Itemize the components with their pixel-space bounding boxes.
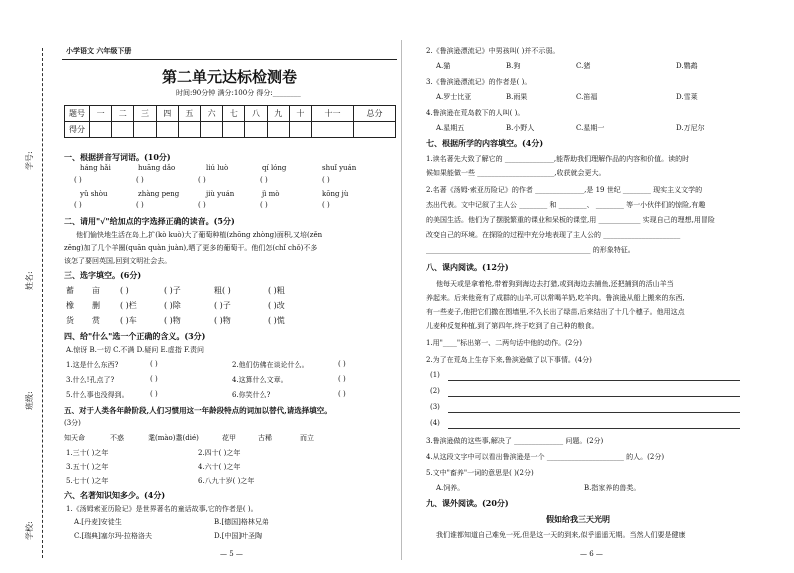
answer-line[interactable] bbox=[448, 428, 740, 429]
answer-paren[interactable]: ( ) bbox=[198, 201, 206, 209]
pinyin: qí lóng bbox=[262, 164, 287, 172]
s6-option[interactable]: C.[瑞典]塞尔玛·拉格洛夫 bbox=[74, 532, 153, 540]
q4-option[interactable]: A.星期五 bbox=[436, 124, 465, 132]
page-divider bbox=[401, 40, 402, 560]
s3-row bbox=[66, 300, 318, 311]
answer-paren[interactable]: ( ) bbox=[74, 176, 82, 184]
score-table bbox=[64, 105, 396, 138]
s7-line: 的美国生活。他们为了摆脱繁重的课业和呆板的课堂,用 ____________ 实现自己的理想,用冒险 bbox=[426, 216, 715, 224]
pinyin: yǔ shòu bbox=[80, 190, 108, 198]
q2-option[interactable]: A.猫 bbox=[436, 62, 451, 70]
s3-blank[interactable]: ( )子 bbox=[214, 301, 231, 310]
pinyin: jì mò bbox=[262, 190, 280, 198]
s7-line: 1.读名著先大致了解它的 ______________,能帮助我们理解作品的内容和价值。读的时 bbox=[426, 155, 690, 163]
s3-blank[interactable]: ( )栏 bbox=[120, 301, 137, 310]
s8-list-label: (4) bbox=[430, 419, 440, 427]
q3-option[interactable]: A.罗士比亚 bbox=[436, 93, 472, 101]
s7-line: 2.名著《汤姆·索亚历险记》的作者 ______________,是 19 世纪 ________ 现实主义文学的 bbox=[426, 186, 703, 194]
score-cell[interactable] bbox=[245, 122, 267, 138]
s8-question: 5.文中"畜养"一词的意思是( )(2分) bbox=[426, 469, 534, 477]
s7-title: 七、根据所学的内容填空。(4分) bbox=[426, 138, 544, 148]
score-head-cell: 二 bbox=[112, 106, 134, 122]
score-cell[interactable] bbox=[134, 122, 156, 138]
score-head-cell: 三 bbox=[134, 106, 156, 122]
score-head-cell: 十一 bbox=[312, 106, 354, 122]
s6-question: 1.《汤姆索亚历险记》是世界著名的童话故事,它的作者是( )。 bbox=[66, 505, 258, 513]
s4-item: 2.他们仿佛在谈论什么。 bbox=[232, 361, 309, 369]
s3-blank[interactable]: ( )粗 bbox=[268, 286, 285, 295]
s5-word: 耄(mào)耋(dié) bbox=[148, 434, 199, 442]
pinyin: zhàng peng bbox=[138, 190, 180, 198]
s4-item: 3.什么!孔点了? bbox=[66, 376, 115, 384]
s2-line: zēng)加了几个羊圈(quān quàn juàn),晒了更多的葡萄干。他们怎(chǐ chǒ)不多 bbox=[64, 244, 318, 252]
s8-passage: 有一些麦子,他把它们撒在围墙里,不久长出了绿苗,后来结出了十几个穗子。他用这点 bbox=[426, 308, 685, 316]
s7-line: 候如果能做一些 ______________________,收获就会更大。 bbox=[426, 169, 606, 177]
score-head-cell: 九 bbox=[267, 106, 289, 122]
answer-paren[interactable]: ( ) bbox=[322, 176, 330, 184]
score-cell[interactable] bbox=[178, 122, 200, 138]
s3-blank[interactable]: ( )子 bbox=[164, 286, 181, 295]
s3-blank[interactable]: ( )车 bbox=[120, 316, 137, 325]
score-label-cell: 得分 bbox=[65, 122, 90, 138]
s8-title: 八、课内阅读。(12分) bbox=[426, 262, 509, 272]
s3-blank[interactable]: ( )除 bbox=[164, 301, 181, 310]
exam-title: 第二单元达标检测卷 bbox=[162, 68, 298, 86]
s1-title: 一、根据拼音写词语。(10分) bbox=[64, 152, 171, 162]
s5-points: (3分) bbox=[64, 419, 81, 427]
header-rule-left bbox=[62, 59, 397, 60]
s3-blank[interactable]: ( ) bbox=[120, 286, 129, 295]
score-head-cell: 题号 bbox=[65, 106, 90, 122]
s3-blank[interactable]: ( )物 bbox=[164, 316, 181, 325]
s8-list-label: (2) bbox=[430, 387, 440, 395]
side-xingming: 姓名: bbox=[25, 271, 34, 290]
score-head-cell: 十 bbox=[289, 106, 311, 122]
s4-item: 4.这算什么文章。 bbox=[232, 376, 288, 384]
score-cell[interactable] bbox=[223, 122, 245, 138]
s8-passage: 他每天或是拿着枪,带着狗到海边去打猎,或到海边去捕鱼,还把捕到的活山羊当 bbox=[436, 280, 674, 288]
s4-answer[interactable]: ( ) bbox=[338, 360, 346, 368]
score-head-cell: 六 bbox=[201, 106, 223, 122]
s3-char: 蓄 bbox=[66, 286, 74, 295]
s4-answer[interactable]: ( ) bbox=[338, 390, 346, 398]
pinyin: háng hǎi bbox=[80, 164, 111, 172]
q2-option[interactable]: C.猪 bbox=[576, 62, 591, 70]
score-cell[interactable] bbox=[267, 122, 289, 138]
score-cell[interactable] bbox=[112, 122, 134, 138]
s9-passage: 我们谁都知道自己难免一死,但是这一天的到来,似乎遥遥无期。当然人们要是健康 bbox=[436, 531, 686, 539]
score-head-cell: 七 bbox=[223, 106, 245, 122]
s8-list-label: (3) bbox=[430, 403, 440, 411]
s4-answer[interactable]: ( ) bbox=[150, 375, 158, 383]
pinyin: huāng dǎo bbox=[138, 164, 176, 172]
q4: 4.鲁滨逊在荒岛救下的人叫( )。 bbox=[426, 109, 525, 117]
side-class: 班级: bbox=[25, 391, 34, 410]
s5-title: 五、对于人类各年龄阶段,人们习惯用这一年龄段特点的词加以替代,请选择填空。 bbox=[64, 406, 332, 415]
pinyin: kōng jù bbox=[322, 190, 349, 198]
score-cell[interactable] bbox=[312, 122, 354, 138]
answer-line[interactable] bbox=[448, 412, 740, 413]
answer-paren[interactable]: ( ) bbox=[74, 201, 82, 209]
s3-row bbox=[66, 285, 318, 296]
q3-option[interactable]: C.笛福 bbox=[576, 93, 598, 101]
s8-q5-option[interactable]: B.指家养的兽类。 bbox=[584, 484, 641, 492]
score-head-cell: 八 bbox=[245, 106, 267, 122]
pinyin: shuǐ yuán bbox=[322, 164, 357, 172]
page-number-right: — 6 — bbox=[580, 550, 603, 558]
article-title: 假如给我三天光明 bbox=[546, 514, 610, 524]
s5-word: 古稀 bbox=[258, 434, 272, 442]
score-cell[interactable] bbox=[90, 122, 112, 138]
s3-char: 亩 bbox=[92, 286, 100, 295]
s3-char: 橡 bbox=[66, 301, 74, 310]
q2: 2.《鲁滨逊漂流记》中男孩叫( )并不示弱。 bbox=[426, 47, 560, 55]
s8-passage: 儿麦种反复种植,到了第四年,终于吃到了自己种的粮食。 bbox=[426, 322, 599, 330]
s3-blank[interactable]: ( )改 bbox=[268, 301, 285, 310]
s2-title: 二、请用"√"给加点的字选择正确的读音。(5分) bbox=[64, 216, 235, 226]
s8-list-label: (1) bbox=[430, 371, 440, 379]
s4-answer[interactable]: ( ) bbox=[150, 390, 158, 398]
score-row-header bbox=[65, 106, 396, 122]
s4-options: A.惊讶 B.一切 C.不满 D.疑问 E.虚指 F.责问 bbox=[66, 346, 205, 354]
s4-item: 1.这是什么东西? bbox=[66, 361, 119, 369]
answer-line[interactable] bbox=[448, 396, 740, 397]
s8-question: 2.为了在荒岛上生存下来,鲁滨逊做了以下事情。(4分) bbox=[426, 356, 592, 364]
s5-item[interactable]: 6.八九十岁( )之年 bbox=[198, 477, 255, 485]
header-left: 小学语文 六年级下册 bbox=[66, 46, 132, 55]
s4-item: 5.什么事也没得到。 bbox=[66, 391, 129, 399]
s4-title: 四、给"什么"选一个正确的含义。(3分) bbox=[64, 331, 206, 341]
answer-paren[interactable]: ( ) bbox=[322, 201, 330, 209]
s3-char: 删 bbox=[92, 301, 100, 310]
s5-word: 不惑 bbox=[110, 434, 124, 442]
side-xuehao: 学号: bbox=[25, 151, 34, 170]
answer-paren[interactable]: ( ) bbox=[198, 176, 206, 184]
s6-title: 六、名著知识知多少。(4分) bbox=[64, 490, 166, 500]
s6-option[interactable]: B.[德国]格林兄弟 bbox=[214, 518, 269, 526]
s8-question: 1.用"____"标出第一、二两句话中他的动作。(2分) bbox=[426, 339, 583, 347]
score-head-cell: 四 bbox=[156, 106, 178, 122]
q4-option[interactable]: B.小野人 bbox=[506, 124, 535, 132]
s9-title: 九、课外阅读。(20分) bbox=[426, 498, 509, 508]
s5-item[interactable]: 1.三十( )之年 bbox=[66, 449, 109, 457]
page-number-left: — 5 — bbox=[220, 550, 243, 558]
s7-line: 杰出代表。文中记叙了主人公 ________ 和 ________、 ________ 等一小伙伴们的惊险,有趣 bbox=[426, 201, 706, 209]
s5-word: 知天命 bbox=[64, 434, 85, 442]
exam-meta: 时间:90分钟 满分:100分 得分:________ bbox=[176, 89, 301, 97]
s6-option[interactable]: A.[丹麦]安徒生 bbox=[74, 518, 122, 526]
score-cell[interactable] bbox=[289, 122, 311, 138]
s5-item[interactable]: 2.四十( )之年 bbox=[198, 449, 241, 457]
q4-option[interactable]: C.星期一 bbox=[576, 124, 605, 132]
score-cell[interactable] bbox=[201, 122, 223, 138]
s7-line: 改变自己的环境。在探险的过程中充分地表现了主人公的 ______________________ bbox=[426, 231, 681, 239]
s8-passage: 养起来。后来他竟有了成群的山羊,可以常喝羊奶,吃羊肉。鲁滨逊从船上搬来的东西, bbox=[426, 294, 685, 302]
s5-item[interactable]: 4.六十( )之年 bbox=[198, 463, 241, 471]
binding-line bbox=[42, 48, 43, 558]
s3-blank[interactable]: ( )物 bbox=[214, 316, 231, 325]
s3-char: 货 bbox=[66, 316, 74, 325]
answer-line[interactable] bbox=[448, 380, 740, 381]
s3-char: 赏 bbox=[92, 316, 100, 325]
side-school: 学校: bbox=[25, 521, 34, 540]
answer-paren[interactable]: ( ) bbox=[260, 201, 268, 209]
q3: 3.《鲁滨逊漂流记》的作者是( )。 bbox=[426, 78, 532, 86]
s5-item[interactable]: 3.五十( )之年 bbox=[66, 463, 109, 471]
score-row-values bbox=[65, 122, 396, 138]
s3-row bbox=[66, 315, 318, 326]
answer-paren[interactable]: ( ) bbox=[260, 176, 268, 184]
score-head-cell: 总分 bbox=[353, 106, 395, 122]
score-cell[interactable] bbox=[156, 122, 178, 138]
q4-option[interactable]: D.万尼尔 bbox=[676, 124, 705, 132]
s2-line: 该怎了要回英国,回到文明社会去。 bbox=[64, 257, 172, 265]
s5-word: 而立 bbox=[300, 434, 314, 442]
s8-q5-option[interactable]: A.饲养。 bbox=[436, 484, 465, 492]
score-head-cell: 五 bbox=[178, 106, 200, 122]
q2-option[interactable]: D.鹦鹉 bbox=[676, 62, 698, 70]
answer-paren[interactable]: ( ) bbox=[136, 201, 144, 209]
s8-question: 4.从这段文字中可以看出鲁滨逊是一个 ______________________ 的人。(2分) bbox=[426, 453, 665, 461]
s5-word: 花甲 bbox=[222, 434, 236, 442]
s8-question: 3.鲁滨逊做的这些事,解决了 ______________ 问题。(2分) bbox=[426, 437, 604, 445]
s3-blank[interactable]: ( )慌 bbox=[268, 316, 285, 325]
s3-title: 三、选字填空。(6分) bbox=[64, 270, 142, 280]
s4-item: 6.你笑什么? bbox=[232, 391, 271, 399]
pinyin: liú luò bbox=[206, 164, 229, 172]
score-cell[interactable] bbox=[353, 122, 395, 138]
s5-item[interactable]: 5.七十( )之年 bbox=[66, 477, 109, 485]
score-head-cell: 一 bbox=[90, 106, 112, 122]
q2-option[interactable]: B.狗 bbox=[506, 62, 521, 70]
q3-option[interactable]: D.雪莱 bbox=[676, 93, 698, 101]
answer-paren[interactable]: ( ) bbox=[136, 176, 144, 184]
s3-blank[interactable]: 粗( ) bbox=[214, 286, 231, 295]
s2-line: 他们愉快地生活在岛上,扩(kò kuò)大了葡萄种植(zhōng zhòng)面积,又培(zěn bbox=[76, 231, 323, 239]
q3-option[interactable]: B.雨果 bbox=[506, 93, 528, 101]
s4-answer[interactable]: ( ) bbox=[338, 375, 346, 383]
s4-answer[interactable]: ( ) bbox=[150, 360, 158, 368]
pinyin: jiù yuán bbox=[206, 190, 235, 198]
s6-option[interactable]: D.[中国]叶圣陶 bbox=[214, 532, 263, 540]
s7-line: _______________________________________________ 的形象特征。 bbox=[426, 246, 635, 254]
